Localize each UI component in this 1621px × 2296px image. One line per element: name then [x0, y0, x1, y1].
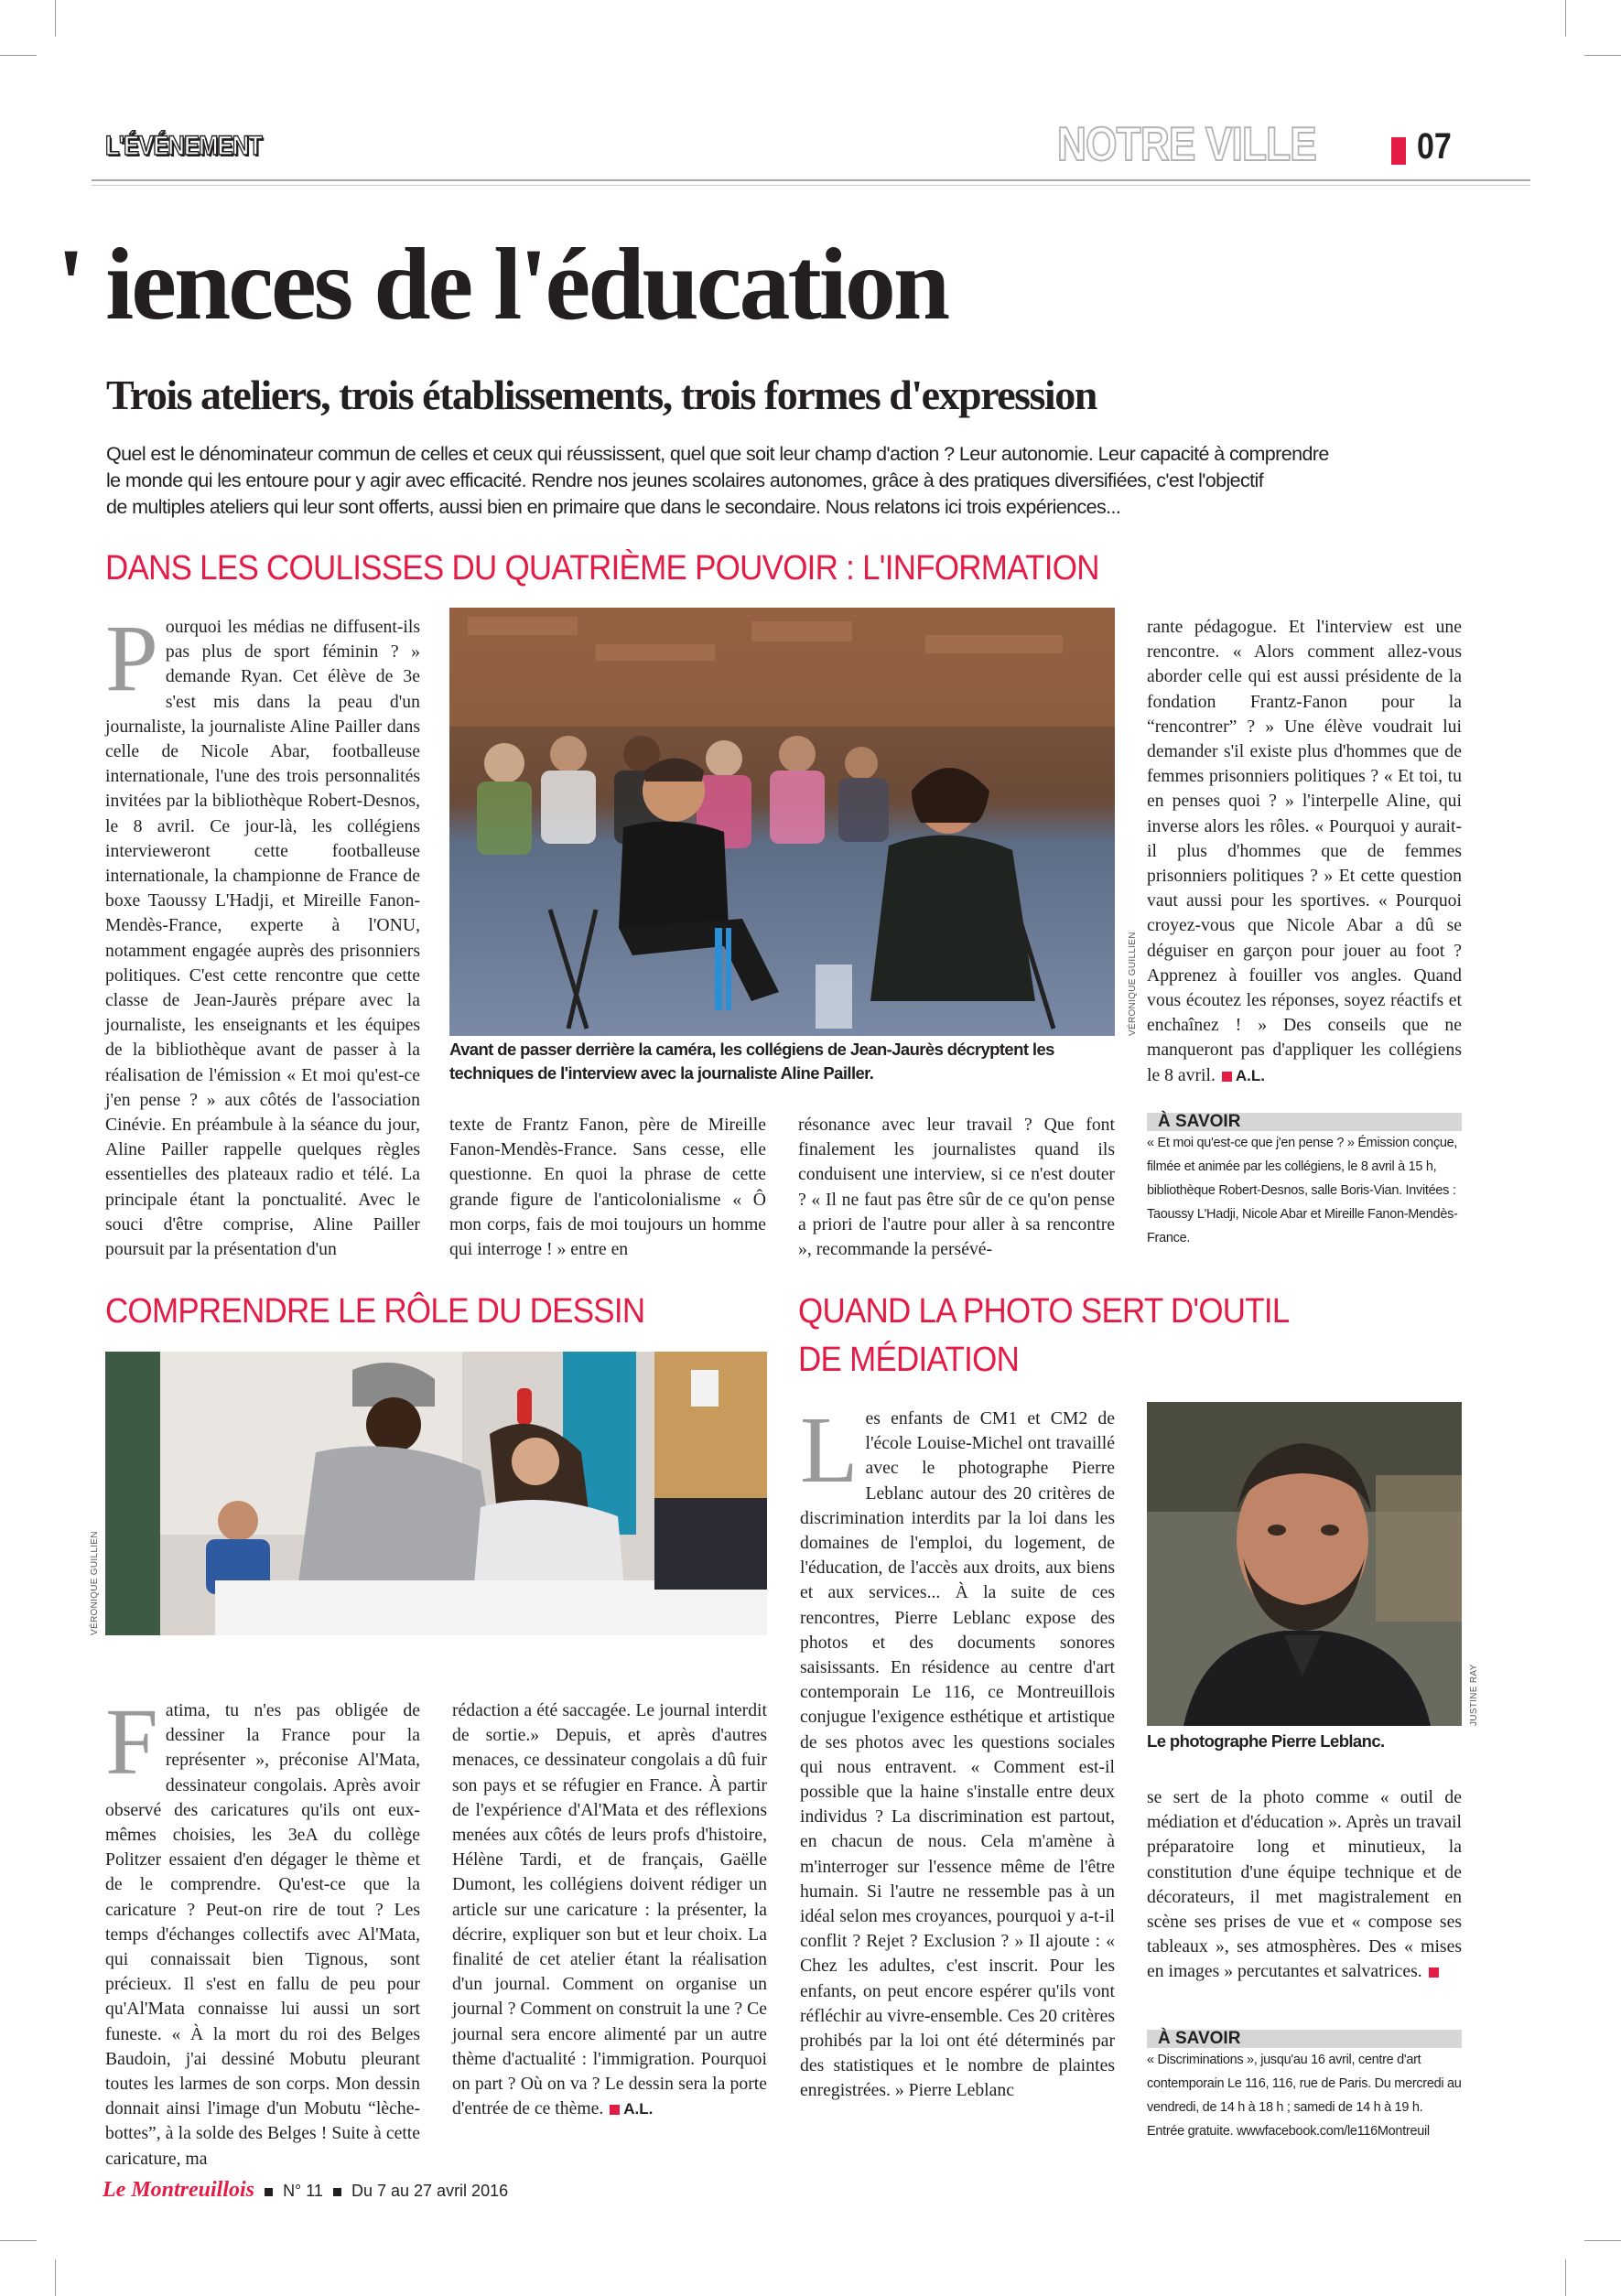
article3-photo [1147, 1402, 1462, 1726]
interview-photo-illustration [449, 608, 1115, 1036]
drop-cap: L [800, 1397, 859, 1503]
page-footer [103, 2178, 508, 2203]
separator-square-icon [265, 2188, 273, 2196]
crop-mark [1565, 0, 1566, 37]
portrait-photo-illustration [1147, 1402, 1462, 1726]
header-rule [92, 185, 1530, 186]
article3-text: es enfants de CM1 et CM2 de l'école Louise-Michel ont travaillé avec le photographe Pierre Leblanc autour des 20 critères de discrimination interdits par la loi dans les domaines de l'emploi, du logement, de l'éducation, de l'accès aux droits, aux biens et aux services... À la suite de ces rencontres, Pierre Leblanc expose des photos et des documents sonores saisissants. En résidence au centre d'art contemporain Le 116, ce Montreuillois conjugue l'exigence esthétique et artistique de ses photos avec les questions sociales qui nous entravent. « Comment est-il possible que la haine s'installe entre deux individus ? La discrimination est partout, en chacun de nous. Cela m'amène à m'interroger sur l'essence même de l'être humain. Si l'autre ne ressemble pas à un idéal selon mes croyances, pourquoi y a-t-il conflit ? Rejet ? Exclusion ? » Il ajoute : « Chez les adultes, c'est inscrit. Pour les enfants, on peut encore espérer qu'ils vont réfléchir au vivre-ensemble. Ces 20 critères prohibés par la loi ont été déterminés par des statistiques et le nombre de plaintes enregistrées. » Pierre Leblanc [800, 1408, 1115, 2101]
savoir-text: « Et moi qu'est-ce que j'en pense ? » Émission conçue, filmée et animée par les collégiens, le 8 avril à 15 h, bibliothèque Robert-Desnos, salle Boris-Vian. Invitées : Taoussy L'Hadji, Nicole Abar et Mireille Fanon-Mendès-France. [1147, 1136, 1458, 1245]
rubric-label: NOTRE VILLE [1057, 118, 1316, 171]
end-mark-icon [1222, 1072, 1232, 1082]
crop-mark [55, 2259, 56, 2296]
article3-text: se sert de la photo comme « outil de médiation et d'éducation ». Après un travail préparatoire long et minutieux, la constitution d'une équipe technique et de décorateurs, il met magistralement en scène ses prises de vue et « compose ses tableaux », ses atmosphères. Des « mises en images » percutantes et salvatrices. [1147, 1787, 1462, 1982]
page-subtitle: Trois ateliers, trois établissements, trois formes d'expression [106, 372, 1097, 418]
article3-photo-caption: Le photographe Pierre Leblanc. [1147, 1731, 1385, 1751]
article3-headline: QUAND LA PHOTO SERT D'OUTIL [798, 1292, 1290, 1331]
savoir-header [1147, 2030, 1462, 2048]
crop-mark [0, 55, 37, 56]
article2-text: atima, tu n'es pas obligée de dessiner la France pour la représenter », préconise Al'Mata, dessinateur congolais. Après avoir observé des caricatures qu'ils ont eux-mêmes choisies, les 3eA du collège Politzer essaient d'en dégager le thème et de le comprendre. Qu'est-ce que la caricature ? Peut-on rire de tout ? Les temps d'échanges collectifs avec Al'Mata, qui connaissait bien Tignous, sont précieux. Il s'est en fallu de peu pour qu'Al'Mata connaisse lui aussi un sort funeste. « À la mort du roi des Belges Baudoin, j'ai dessiné Mobutu pleurant toutes les larmes de son corps. Mon dessin donnait ainsi l'image d'un Mobutu “lèche-bottes”, à la solde des Belges ! Suite à cette caricature, ma [105, 1700, 420, 2169]
photo-credit: VÉRONIQUE GUILLIEN [90, 1531, 100, 1635]
page-number: 07 [1417, 126, 1452, 167]
end-mark-icon [1429, 1967, 1439, 1978]
author-signature: A.L. [1235, 1066, 1265, 1084]
section-label: L'ÉVÉNEMENT [105, 131, 262, 161]
savoir-header [1147, 1113, 1462, 1131]
crop-mark [1584, 55, 1621, 56]
separator-square-icon [333, 2188, 341, 2196]
header-rule [92, 179, 1530, 181]
savoir-title: À SAVOIR [1158, 2029, 1241, 2048]
article1-column2: texte de Frantz Fanon, père de Mireille Fanon-Mendès-France. Sans cesse, elle questionne. En quoi la phrase de cette grande figure de l'anticolonialisme « Ô mon corps, fais de moi toujours un homme qui interroge ! » entre en [449, 1115, 766, 1260]
article1-text: rante pédagogue. Et l'interview est une rencontre. « Alors comment allez-vous aborder celle qui est aussi présidente de la fondation Frantz-Fanon pour la “rencontrer” ? » Une élève voudrait lui demander s'il existe plus d'hommes que de femmes prisonniers politiques ? « Et toi, tu en penses quoi ? » l'interpelle Aline, qui inverse alors les rôles. « Pourquoi y aurait-il plus d'hommes que de femmes prisonniers politiques ? » Et cette question vaut aussi pour les sportives. « Pourquoi croyez-vous que Nicole Abar a dû se déguiser en garçon pour jouer au foot ? Apprenez à fouiller vos angles. Quand vous écoutez les réponses, soyez réactifs et enchaînez ! » Des conseils que ne manqueront pas d'appliquer les collégiens le 8 avril. [1147, 617, 1462, 1085]
article2-headline: COMPRENDRE LE RÔLE DU DESSIN [105, 1292, 645, 1331]
drop-cap: P [105, 606, 158, 711]
issue-dates: Du 7 au 27 avril 2016 [351, 2182, 509, 2200]
article1-savoir-box [1147, 1113, 1462, 1250]
article3-savoir-box [1147, 2030, 1462, 2143]
article2-text: rédaction a été saccagée. Le journal interdit de sortie.» Depuis, et après d'autres menaces, ce dessinateur congolais a dû fuir son pays et se réfugier en France. À partir de l'expérience d'Al'Mata et des réflexions menées aux côtés de leurs profs d'histoire, Hélène Tardi, et de français, Gaëlle Dumont, les collégiens doivent rédiger un article sur une caricature : la présenter, la décrire, expliquer son but et leur choix. La finalité de cet atelier étant la réalisation d'un journal. Comment on organise un journal ? Comment on construit la une ? Ce journal sera encore alimenté par un autre thème d'actualité : l'immigration. Pourquoi on part ? Où on va ? Le dessin sera la porte d'entrée de ce thème. [452, 1700, 767, 2119]
article1-column3: résonance avec leur travail ? Que font finalement les journalistes quand ils conduisent une interview, si ce n'est douter ? « Il ne faut pas être sûr de ce qu'on pense a priori de l'autre pour aller à sa rencontre », recommande la persévé- [798, 1115, 1115, 1260]
article1-text: ourquoi les médias ne diffusent-ils pas plus de sport féminin ? » demande Ryan. Cet élève de 3e s'est mis dans la peau d'un journaliste, la journaliste Aline Pailler dans celle de Nicole Abar, footballeuse internationale, l'une des trois personnalités invitées par la bibliothèque Robert-Desnos, le 8 avril. Ce jour-là, les collégiens intervieweront cette footballeuse internationale, la championne de France de boxe Taoussy L'Hadji, et Mireille Fanon-Mendès-France, experte à l'ONU, notamment engagée auprès des prisonniers politiques. C'est cette rencontre que cette classe de Jean-Jaurès prépare avec la journaliste, les enseignants et les équipes de la bibliothèque avant de passer à la réalisation de l'émission « Et moi qu'est-ce j'en pense ? » aux côtés de l'association Cinévie. En préambule à la séance du jour, Aline Pailler rappelle quelques règles essentielles des plateaux radio et télé. La principale étant la ponctualité. Avec le souci d'être comprise, Aline Pailler poursuit par la présentation d'un [105, 617, 420, 1260]
intro-line: Quel est le dénominateur commun de celles et ceux qui réussissent, quel que soit leur champ d'action ? Leur autonomie. Leur capacité à comprendre [106, 443, 1329, 465]
author-signature: A.L. [623, 2100, 654, 2118]
end-mark-icon [610, 2105, 620, 2115]
article2-photo [105, 1352, 767, 1635]
article1-headline: DANS LES COULISSES DU QUATRIÈME POUVOIR : L'INFORMATION [105, 549, 1099, 587]
article2-column2 [452, 1698, 767, 2121]
article1-column1 [105, 606, 420, 1262]
article1-photo [449, 608, 1115, 1036]
article3-headline: DE MÉDIATION [798, 1341, 1020, 1379]
drawing-class-photo-illustration [105, 1352, 767, 1635]
issue-number: N° 11 [283, 2182, 323, 2200]
drop-cap: F [105, 1689, 158, 1795]
crop-mark [0, 2240, 37, 2241]
article1-column4 [1147, 615, 1462, 1088]
intro-line: de multiples ateliers qui leur sont offerts, aussi bien en primaire que dans le secondaire. Nous relatons ici trois expériences... [106, 496, 1121, 518]
article3-column2 [1147, 1785, 1462, 1985]
rubric-square-icon [1391, 137, 1406, 165]
intro-paragraph [106, 441, 1461, 521]
savoir-text: « Discriminations », jusqu'au 16 avril, centre d'art contemporain Le 116, 116, rue de Paris. Du mercredi au vendredi, de 14 h à 18 h ; samedi de 14 h à 19 h. Entrée gratuite. wwwfacebook.com/le116Montreuil [1147, 2053, 1462, 2139]
article3-column1 [800, 1397, 1115, 2104]
article2-column1 [105, 1689, 420, 2172]
page-title: ' iences de l'éducation [57, 228, 948, 341]
crop-mark [55, 0, 56, 37]
intro-line: le monde qui les entoure pour y agir avec efficacité. Rendre nos jeunes scolaires autonomes, grâce à des pratiques diversifiées, c'est l'objectif [106, 469, 1264, 491]
photo-credit: VÉRONIQUE GUILLIEN [1128, 932, 1138, 1036]
article1-photo-caption: Avant de passer derrière la caméra, les collégiens de Jean-Jaurès décryptent les techniques de l'interview avec la journaliste Aline Pailler. [449, 1040, 1054, 1083]
crop-mark [1565, 2259, 1566, 2296]
publication-logo: Le Montreuillois [103, 2178, 255, 2202]
savoir-title: À SAVOIR [1158, 1112, 1241, 1131]
photo-credit: JUSTINE RAY [1469, 1664, 1479, 1726]
crop-mark [1584, 2240, 1621, 2241]
